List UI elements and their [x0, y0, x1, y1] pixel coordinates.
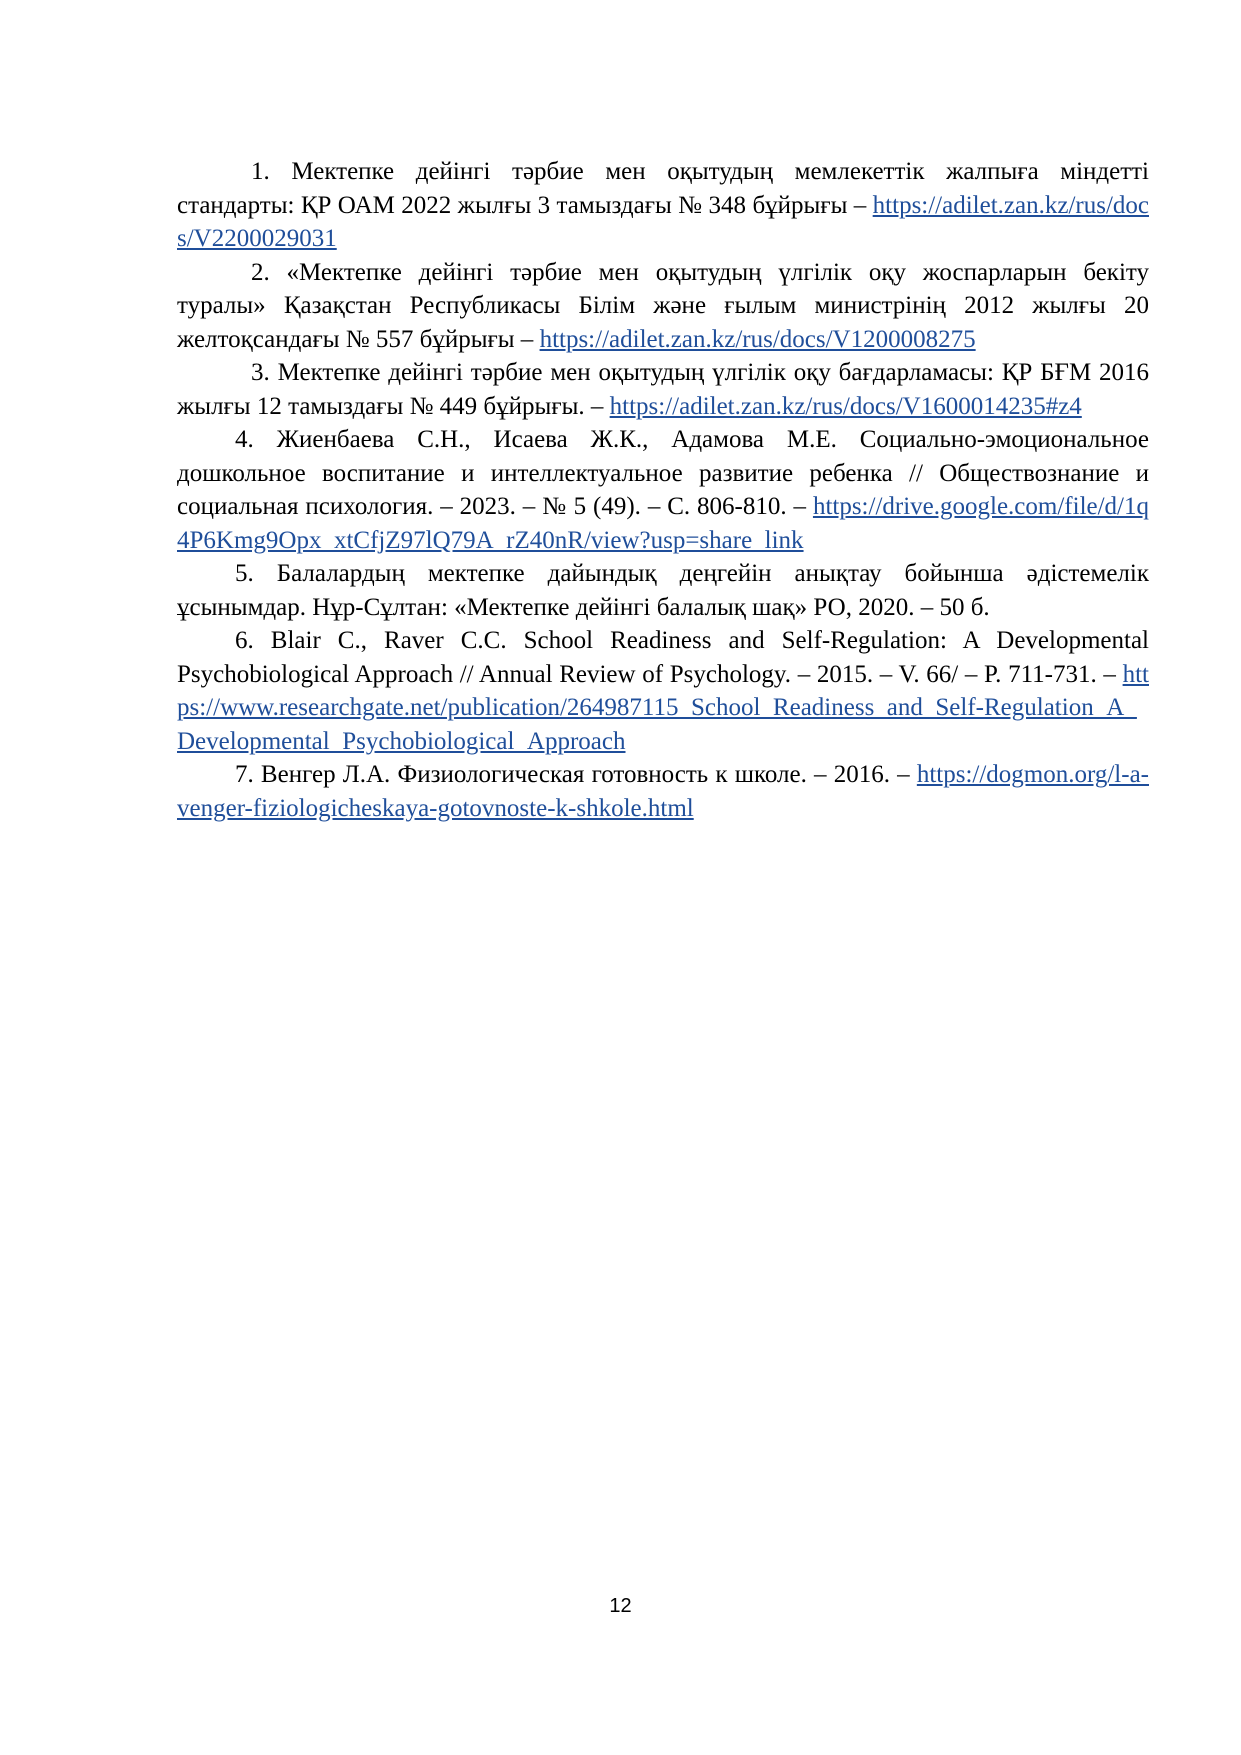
reference-item-5	[177, 557, 1149, 624]
reference-link-1[interactable]: https://adilet.zan.kz/rus/docs/V2200029031	[177, 191, 1149, 252]
reference-link-3[interactable]: https://adilet.zan.kz/rus/docs/V1600014235#z4	[609, 392, 1082, 420]
page-number: 12	[609, 1595, 632, 1617]
reference-item-1	[177, 155, 1149, 256]
reference-link-2[interactable]: https://adilet.zan.kz/rus/docs/V1200008275	[539, 325, 976, 353]
reference-link-6[interactable]: https://www.researchgate.net/publication/264987115_School_Readiness_and_Self-Regulation_A_Developmental_Psychobiological_Approach	[177, 660, 1149, 755]
reference-text-6: 6. Blair C., Raver C.C. School Readiness and Self-Regulation: A Developmental Psychobiological Approach // Annual Review of Psychology. – 2015. – V. 66/ – P. 711-731. –	[177, 627, 1149, 688]
reference-item-3	[177, 356, 1149, 423]
reference-item-2	[177, 256, 1149, 357]
reference-text-4: 4. Жиенбаева С.Н., Исаева Ж.К., Адамова М.Е. Социально-эмоциональное дошкольное воспитание и интеллектуальное развитие ребенка // Обществознание и социальная психология. – 2023. – № 5 (49). – С. 806-810. –	[177, 426, 1149, 520]
reference-item-6	[177, 624, 1149, 758]
reference-text-7: 7. Венгер Л.А. Физиологическая готовность к школе. – 2016. –	[235, 761, 917, 788]
reference-text-3: 3. Мектепке дейінгі тәрбие мен оқытудың үлгілік оқу бағдарламасы: ҚР БҒМ 2016 жылғы 12 тамыздағы № 449 бұйрығы. –	[177, 359, 1149, 420]
reference-item-7	[177, 758, 1149, 825]
reference-text-2: 2. «Мектепке дейінгі тәрбие мен оқытудың үлгілік оқу жоспарларын бекіту туралы» Қазақстан Республикасы Білім және ғылым министрінің 2012 жылғы 20 желтоқсандағы № 557 бұйрығы –	[177, 258, 1149, 353]
reference-item-4	[177, 423, 1149, 557]
reference-link-4[interactable]: https://drive.google.com/file/d/1q4P6Kmg9Opx_xtCfjZ97lQ79A_rZ40nR/view?usp=share_link	[177, 493, 1149, 554]
reference-link-7[interactable]: https://dogmon.org/l-a-venger-fiziologicheskaya-gotovnoste-k-shkole.html	[177, 761, 1149, 822]
reference-list	[177, 155, 1149, 825]
reference-text-5: 5. Балалардың мектепке дайындық деңгейін анықтау бойынша әдістемелік ұсынымдар. Нұр-Сұлтан: «Мектепке дейінгі балалық шақ» РО, 2020. – 50 б.	[177, 560, 1149, 621]
reference-text-1: 1. Мектепке дейінгі тәрбие мен оқытудың мемлекеттік жалпыға міндетті стандарты: ҚР ОАМ 2022 жылғы 3 тамыздағы № 348 бұйрығы –	[177, 158, 1149, 219]
